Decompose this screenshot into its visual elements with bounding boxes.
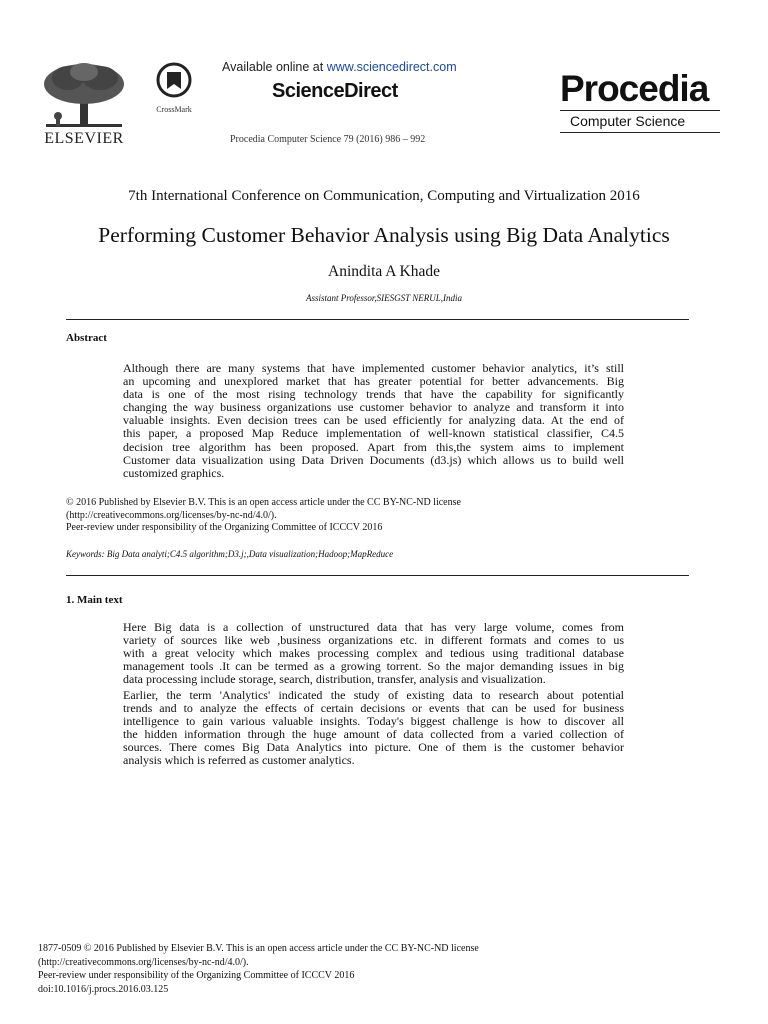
abstract-line: changing the way business organizations use customer behavior to analyze and transform it into xyxy=(123,400,624,415)
section-heading: 1. Main text xyxy=(66,594,123,606)
section-paragraph-1 xyxy=(123,621,624,686)
footer-line: Peer-review under responsibility of the Organizing Committee of ICCCV 2016 xyxy=(38,970,355,981)
paragraph-line: with a great velocity which makes processing complex and tedious using traditional database xyxy=(123,646,624,661)
divider-bottom xyxy=(66,575,689,576)
license-line: © 2016 Published by Elsevier B.V. This is an open access article under the CC BY-NC-ND license xyxy=(66,497,461,508)
paper-title: Performing Customer Behavior Analysis using Big Data Analytics xyxy=(98,223,670,247)
abstract-line: customized graphics. xyxy=(123,465,225,480)
crossmark-label: CrossMark xyxy=(156,105,192,114)
paragraph-line: sources. There comes Big Data Analytics into picture. One of them is the customer behavior xyxy=(123,740,624,755)
crossmark-icon xyxy=(156,62,192,98)
abstract-line: this paper, a proposed Map Reduce implementation of well-known statistical classifier, C4.5 xyxy=(123,426,624,441)
sciencedirect-link[interactable]: www.sciencedirect.com xyxy=(326,60,457,74)
abstract-heading: Abstract xyxy=(66,332,107,344)
paragraph-line: Earlier, the term 'Analytics' indicated the study of existing data to research about potential xyxy=(123,688,624,702)
procedia-subtitle: Computer Science xyxy=(560,110,720,133)
paragraph-line: the hidden information through the huge amount of data collected from a varied collection of xyxy=(123,727,624,742)
paragraph-line: variety of sources like web ,business organizations etc. in different formats and comes to us xyxy=(123,633,624,648)
divider-top xyxy=(66,319,689,320)
paragraph-line: Here Big data is a collection of unstructured data that has very large volume, comes from xyxy=(123,620,624,634)
paragraph-line: analysis which is referred as customer analytics. xyxy=(123,753,355,768)
footer-line: (http://creativecommons.org/licenses/by-nc-nd/4.0/). xyxy=(38,956,249,968)
sciencedirect-logo: ScienceDirect xyxy=(272,80,398,102)
publisher-name: ELSEVIER xyxy=(44,130,124,147)
crossmark-badge[interactable] xyxy=(150,62,198,114)
paragraph-line: data processing include storage, search, distribution, transfer, analysis and visualization. xyxy=(123,672,546,687)
available-online xyxy=(222,60,457,74)
license-line: (http://creativecommons.org/licenses/by-nc-nd/4.0/). xyxy=(66,509,277,521)
abstract-line: decision tree algorithm has been proposed. Apart from this,the system aims to implement xyxy=(123,439,624,454)
abstract-body xyxy=(123,362,624,480)
paragraph-line: trends and to analyze the effects of certain decisions or events that can be used for business xyxy=(123,701,624,716)
abstract-line: Although there are many systems that have implemented customer behavior analytics, it’s still xyxy=(123,361,624,375)
section-paragraph-2 xyxy=(123,689,624,768)
procedia-title: Procedia xyxy=(560,68,709,109)
footer-line: doi:10.1016/j.procs.2016.03.125 xyxy=(38,983,169,995)
journal-reference: Procedia Computer Science 79 (2016) 986 – 992 xyxy=(230,134,426,145)
license-block xyxy=(66,497,461,535)
abstract-line: data is one of the most rising technology trends that have the capability for significantly xyxy=(123,387,624,402)
author-name: Anindita A Khade xyxy=(328,263,440,280)
footer-line: 1877-0509 © 2016 Published by Elsevier B.V. This is an open access article under the CC BY-NC-ND license xyxy=(38,943,479,954)
abstract-line: an upcoming and unexplored market that has greater potential for better advancements. Big xyxy=(123,374,624,389)
footer xyxy=(38,942,479,996)
abstract-line: Customer data visualization using Data Driven Documents (d3.js) which allows us to build well xyxy=(123,452,624,467)
procedia-logo xyxy=(560,70,720,133)
license-line: Peer-review under responsibility of the Organizing Committee of ICCCV 2016 xyxy=(66,522,383,533)
available-prefix: Available online at xyxy=(222,60,327,74)
keywords: Keywords: Big Data analyti;C4.5 algorithm;D3.j;,Data visualization;Hadoop;MapReduce xyxy=(66,549,394,559)
conference-name: 7th International Conference on Communication, Computing and Virtualization 2016 xyxy=(128,188,640,204)
paragraph-line: intelligence to gain various valuable insights. Today's biggest challenge is how to discover all xyxy=(123,714,624,729)
paragraph-line: management tools .It can be termed as a growing torrent. So the major demanding issues in big xyxy=(123,659,624,674)
author-affiliation: Assistant Professor,SIESGST NERUL,India xyxy=(305,293,462,303)
abstract-line: valuable insights. Even decision trees can be used efficiently for analyzing data. At the end of xyxy=(123,413,624,428)
